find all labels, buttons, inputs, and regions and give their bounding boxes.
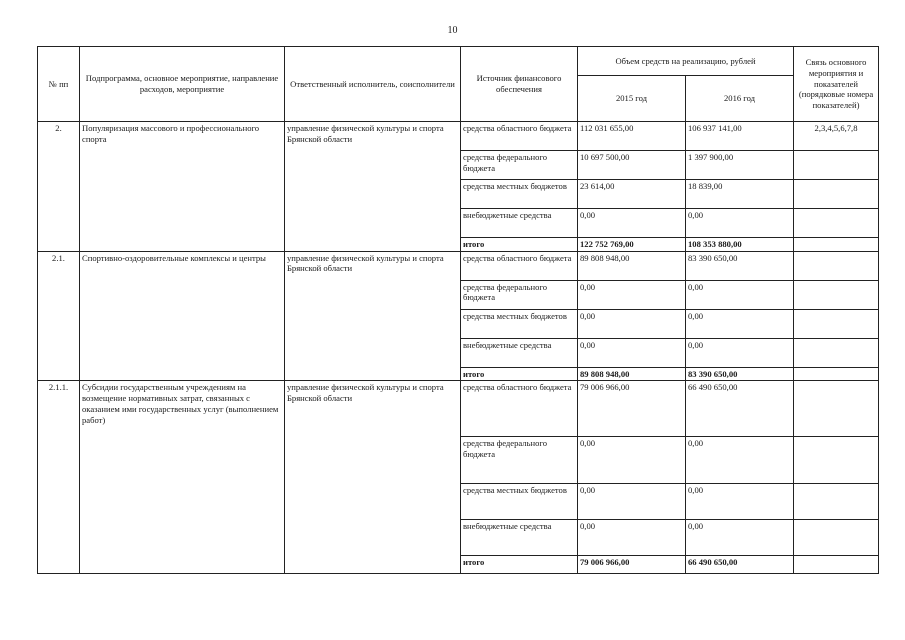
total-2016: 108 353 880,00: [686, 238, 794, 252]
source-federal: средства федерального бюджета: [461, 280, 578, 309]
empty-cell: [794, 238, 879, 252]
value-2015: 0,00: [578, 209, 686, 238]
header-year-2016: 2016 год: [686, 76, 794, 122]
row-num: 2.1.: [38, 251, 80, 381]
source-regional: средства областного бюджета: [461, 122, 578, 151]
source-local: средства местных бюджетов: [461, 484, 578, 520]
value-2015: 89 808 948,00: [578, 251, 686, 280]
source-federal: средства федерального бюджета: [461, 437, 578, 484]
source-total: итого: [461, 367, 578, 381]
row-name: Спортивно-оздоровительные комплексы и центры: [80, 251, 285, 381]
row-executor: управление физической культуры и спорта Брянской области: [285, 381, 461, 574]
row-link: [794, 251, 879, 280]
value-2015: 112 031 655,00: [578, 122, 686, 151]
table-row: [38, 381, 879, 437]
header-link: Связь основного мероприятия и показателей (порядковые номера показателей): [794, 47, 879, 122]
empty-cell: [794, 520, 879, 556]
source-federal: средства федерального бюджета: [461, 151, 578, 180]
value-2016: 0,00: [686, 280, 794, 309]
header-executor: Ответственный исполнитель, соисполнители: [285, 47, 461, 122]
value-2016: 66 490 650,00: [686, 381, 794, 437]
value-2015: 79 006 966,00: [578, 381, 686, 437]
value-2015: 23 614,00: [578, 180, 686, 209]
row-executor: управление физической культуры и спорта Брянской области: [285, 122, 461, 252]
empty-cell: [794, 556, 879, 574]
total-2016: 66 490 650,00: [686, 556, 794, 574]
value-2015: 0,00: [578, 280, 686, 309]
source-local: средства местных бюджетов: [461, 309, 578, 338]
value-2015: 0,00: [578, 520, 686, 556]
row-num: 2.: [38, 122, 80, 252]
table-row: [38, 251, 879, 280]
value-2016: 106 937 141,00: [686, 122, 794, 151]
value-2016: 83 390 650,00: [686, 251, 794, 280]
table-row: [38, 122, 879, 151]
header-source: Источник финансового обеспечения: [461, 47, 578, 122]
header-year-2015: 2015 год: [578, 76, 686, 122]
value-2015: 0,00: [578, 338, 686, 367]
value-2016: 1 397 900,00: [686, 151, 794, 180]
empty-cell: [794, 209, 879, 238]
row-link: 2,3,4,5,6,7,8: [794, 122, 879, 151]
source-regional: средства областного бюджета: [461, 251, 578, 280]
source-regional: средства областного бюджета: [461, 381, 578, 437]
empty-cell: [794, 280, 879, 309]
value-2015: 0,00: [578, 309, 686, 338]
source-local: средства местных бюджетов: [461, 180, 578, 209]
source-extra: внебюджетные средства: [461, 209, 578, 238]
total-2015: 89 808 948,00: [578, 367, 686, 381]
budget-table: [37, 46, 879, 574]
source-extra: внебюджетные средства: [461, 338, 578, 367]
header-volume: Объем средств на реализацию, рублей: [578, 47, 794, 76]
source-total: итого: [461, 238, 578, 252]
value-2016: 18 839,00: [686, 180, 794, 209]
value-2016: 0,00: [686, 209, 794, 238]
page-number: 10: [447, 25, 458, 36]
row-name: Популяризация массового и профессионального спорта: [80, 122, 285, 252]
value-2015: 0,00: [578, 484, 686, 520]
value-2016: 0,00: [686, 309, 794, 338]
empty-cell: [794, 309, 879, 338]
source-total: итого: [461, 556, 578, 574]
value-2016: 0,00: [686, 437, 794, 484]
empty-cell: [794, 338, 879, 367]
total-2015: 122 752 769,00: [578, 238, 686, 252]
empty-cell: [794, 151, 879, 180]
total-2015: 79 006 966,00: [578, 556, 686, 574]
row-executor: управление физической культуры и спорта Брянской области: [285, 251, 461, 381]
empty-cell: [794, 180, 879, 209]
total-2016: 83 390 650,00: [686, 367, 794, 381]
value-2015: 0,00: [578, 437, 686, 484]
header-subprogram: Подпрограмма, основное мероприятие, направление расходов, мероприятие: [80, 47, 285, 122]
row-name: Субсидии государственным учреждениям на возмещение нормативных затрат, связанных с оказанием ими государственных услуг (выполнением работ): [80, 381, 285, 574]
value-2016: 0,00: [686, 520, 794, 556]
value-2016: 0,00: [686, 484, 794, 520]
value-2015: 10 697 500,00: [578, 151, 686, 180]
empty-cell: [794, 437, 879, 484]
header-num: № пп: [38, 47, 80, 122]
row-link: [794, 381, 879, 437]
empty-cell: [794, 484, 879, 520]
value-2016: 0,00: [686, 338, 794, 367]
empty-cell: [794, 367, 879, 381]
row-num: 2.1.1.: [38, 381, 80, 574]
source-extra: внебюджетные средства: [461, 520, 578, 556]
